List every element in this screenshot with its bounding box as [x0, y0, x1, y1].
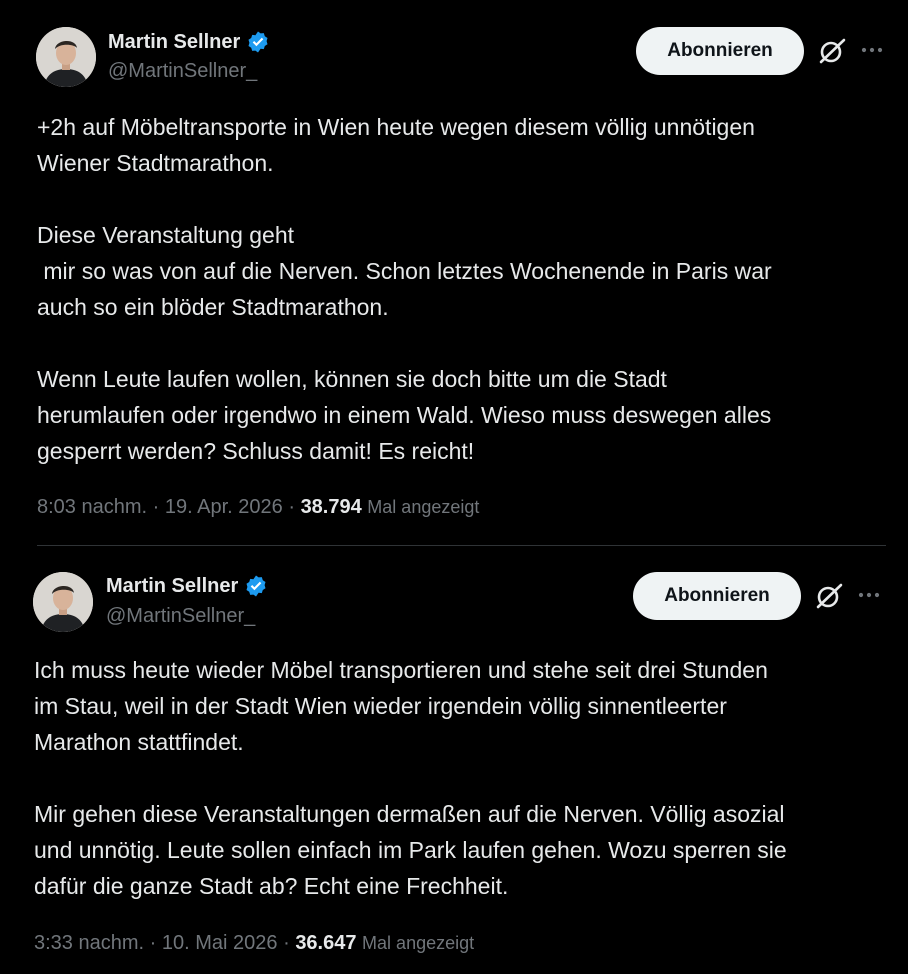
post-time[interactable]: 8:03 nachm. — [37, 496, 148, 518]
post-text: +2h auf Möbeltransporte in Wien heute wegen diesem völlig unnötigen Wiener Stadtmarathon. Diese Veranstaltung geht mir so was von auf die Nerven. Schon letztes Wochenende in Paris war auch so ein blöder Stadtmarathon. Wenn Leute laufen wollen, können sie doch bitte um die Stadt herumlaufen oder irgendwo in einem Wald. Wieso muss deswegen alles gesperrt werden? Schluss damit! Es reicht! — [37, 114, 772, 464]
verified-badge-icon[interactable] — [244, 574, 268, 598]
grok-icon[interactable] — [817, 36, 847, 66]
subscribe-button[interactable]: Abonnieren — [633, 572, 801, 620]
author-name-row — [106, 574, 268, 598]
view-count: 36.647 — [295, 932, 357, 954]
post-meta — [37, 496, 479, 519]
more-options-icon[interactable] — [857, 583, 881, 607]
view-count-label: Mal angezeigt — [367, 497, 480, 517]
author-name[interactable]: Martin Sellner — [108, 30, 241, 53]
view-count-label: Mal angezeigt — [362, 933, 475, 953]
meta-separator: · — [152, 496, 160, 518]
view-count: 38.794 — [300, 496, 362, 518]
post-text: Ich muss heute wieder Möbel transportieren und stehe seit drei Stunden im Stau, weil in der Stadt Wien wieder irgendein völlig sinnentleerter Marathon stattfindet. Mir gehen diese Veranstaltungen dermaßen auf die Nerven. Völlig asozial und unnötig. Leute sollen einfach im Park laufen gehen. Wozu sperren sie dafür die ganze Stadt ab? Echt eine Frechheit. — [34, 657, 787, 899]
post-meta — [34, 932, 474, 955]
author-handle[interactable]: @MartinSellner_ — [108, 60, 258, 82]
meta-separator: · — [283, 932, 290, 954]
post-date[interactable]: 10. Mai 2026 — [161, 932, 278, 954]
author-name-row — [108, 30, 270, 54]
post-time[interactable]: 3:33 nachm. — [34, 932, 145, 954]
avatar-image — [33, 572, 93, 632]
meta-separator: · — [149, 932, 157, 954]
grok-icon[interactable] — [814, 581, 844, 611]
author-handle[interactable]: @MartinSellner_ — [106, 605, 256, 627]
subscribe-button[interactable]: Abonnieren — [636, 27, 804, 75]
post — [0, 546, 908, 974]
post-date[interactable]: 19. Apr. 2026 — [164, 496, 283, 518]
more-options-icon[interactable] — [860, 38, 884, 62]
verified-badge-icon[interactable] — [246, 30, 270, 54]
meta-separator: · — [288, 496, 295, 518]
avatar[interactable] — [33, 572, 93, 632]
avatar[interactable] — [36, 27, 96, 87]
avatar-image — [36, 27, 96, 87]
author-name[interactable]: Martin Sellner — [106, 574, 239, 597]
